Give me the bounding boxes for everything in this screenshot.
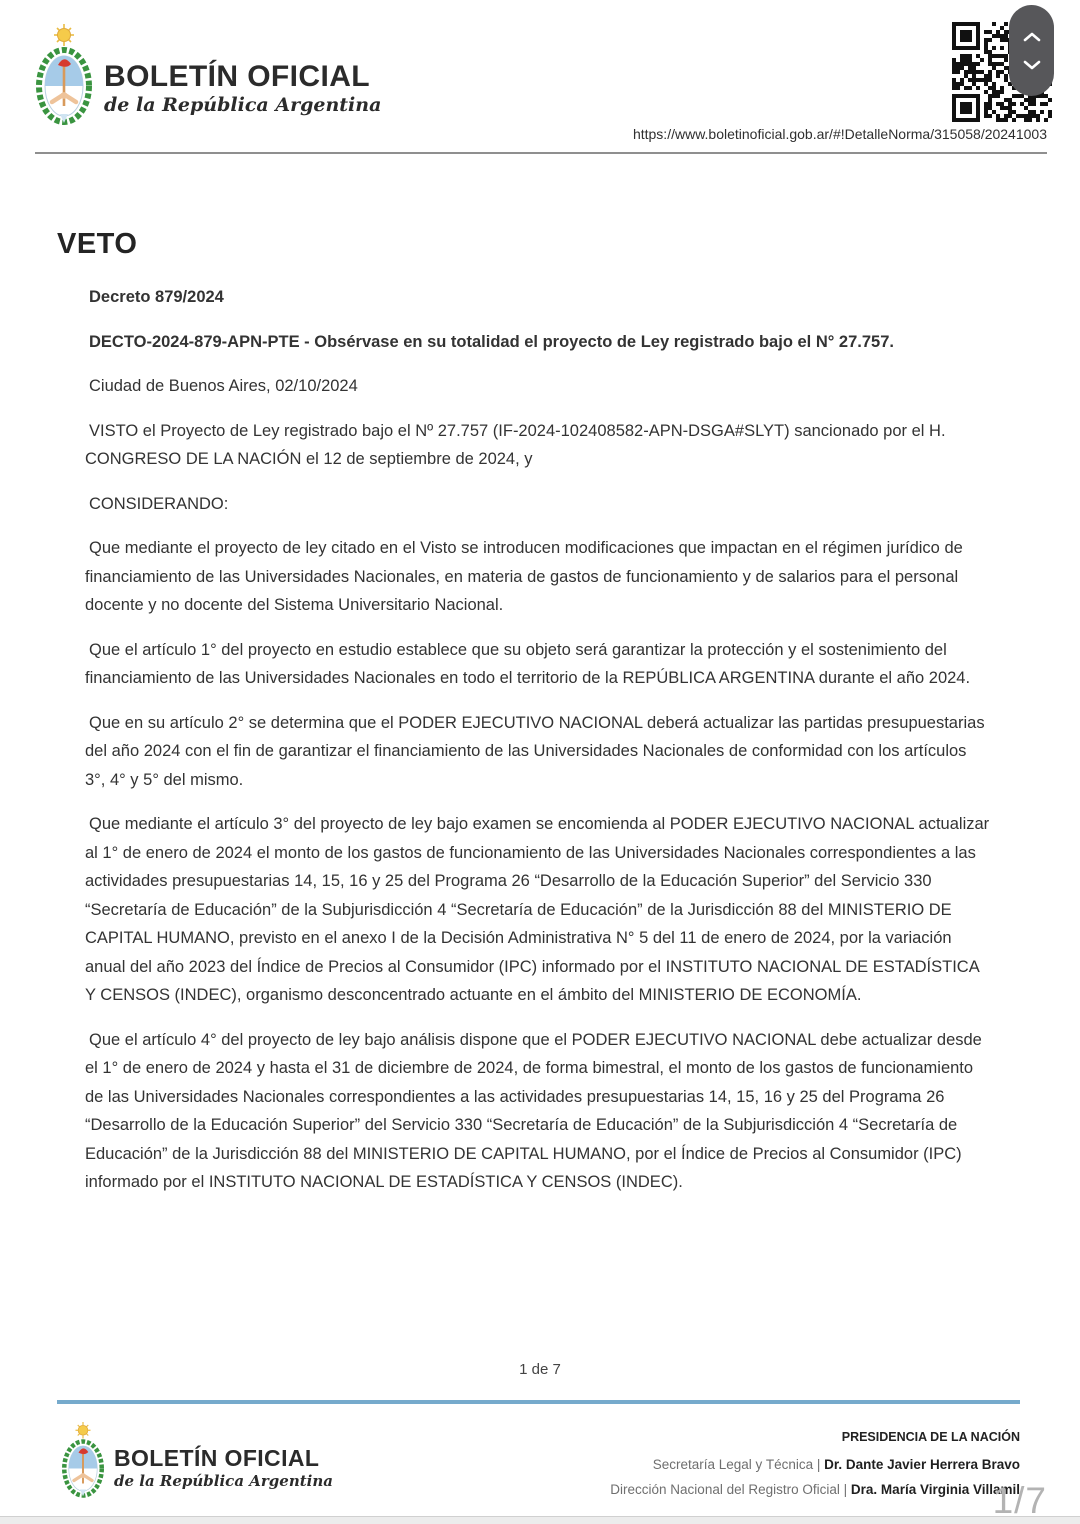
section-title: VETO [57,228,138,260]
document-url: https://www.boletinoficial.gob.ar/#!DetalleNorma/315058/20241003 [632,126,1047,142]
coat-of-arms-logo-footer [59,1420,107,1502]
page-number-text: 1 de 7 [519,1361,561,1378]
chevron-down-icon[interactable] [1022,59,1042,71]
considerando-label: CONSIDERANDO: [89,494,229,513]
footer-brand-subtitle: de la República Argentina [114,1472,333,1491]
page-nav-pill [1009,5,1054,96]
presidency-label: PRESIDENCIA DE LA NACIÓN [841,1430,1020,1444]
body-paragraph: Que en su artículo 2° se determina que el PODER EJECUTIVO NACIONAL deberá actualizar las partidas presupuestarias del año 2024 con el fin de garantizar el financiamiento de las Universidades Nacionales de conformidad con los artículos 3°, 4° y 5° del mismo. [85,713,985,789]
footer-brand-title: BOLETÍN OFICIAL [114,1445,320,1471]
viewport-bottom-edge [0,1516,1080,1524]
body-paragraph: Que el artículo 1° del proyecto en estudio establece que su objeto será garantizar la protección y el sostenimiento del financiamiento de las Universidades Nacionales en todo el territorio de la REPÚBLICA ARGENTINA durante el año 2024. [85,640,971,687]
header-divider [35,152,1047,154]
document-body [57,228,991,1213]
coat-of-arms-logo [32,22,96,130]
official-role: Secretaría Legal y Técnica [652,1457,814,1472]
footer-divider [57,1400,1020,1404]
visto-paragraph: VISTO el Proyecto de Ley registrado bajo el Nº 27.757 (IF-2024-102408582-APN-DSGA#SLYT) sancionado por el H. CONGRESO DE LA NACIÓN el 12 de septiembre de 2024, y [85,421,946,468]
official-row [653,1457,1020,1472]
brand-subtitle: de la República Argentina [104,94,382,116]
viewer-page-indicator: 1/7 [992,1480,1047,1521]
place-date: Ciudad de Buenos Aires, 02/10/2024 [89,377,358,395]
official-separator: | [816,1457,821,1472]
brand [104,60,381,116]
official-name: Dra. María Virginia Villamil [850,1482,1020,1497]
body-paragraph: Que mediante el artículo 3° del proyecto de ley bajo examen se encomienda al PODER EJECUTIVO NACIONAL actualizar al 1° de enero de 2024 el monto de los gastos de funcionamiento de las Universidades Nacionales correspondientes a las actividades presupuestarias 14, 15, 16 y 25 del Programa 26 “Desarrollo de la Educación Superior” del Servicio 330 “Secretaría de Educación” de la Subjurisdicción 4 “Secretaría de Educación” de la Jurisdicción 88 del MINISTERIO DE CAPITAL HUMANO, previsto en el anexo I de la Decisión Administrativa N° 5 del 11 de enero de 2024, por la variación anual del año 2023 del Índice de Precios al Consumidor (IPC) informado por el INSTITUTO NACIONAL DE ESTADÍSTICA Y CENSOS (INDEC), organismo desconcentrado actuante en el ámbito del MINISTERIO DE ECONOMÍA. [85,815,990,1004]
chevron-up-icon[interactable] [1022,31,1042,43]
body-paragraph: Que el artículo 4° del proyecto de ley bajo análisis dispone que el PODER EJECUTIVO NACIONAL debe actualizar desde el 1° de enero de 2024 y hasta el 31 de diciembre de 2024, de forma bimestral, el monto de los gastos de funcionamiento de las Universidades Nacionales correspondientes a las actividades presupuestarias 14, 15, 16 y 25 del Programa 26 “Desarrollo de la Educación Superior” del Servicio 330 “Secretaría de Educación” de la Subjurisdicción 4 “Secretaría de Educación” de la Jurisdicción 88 del MINISTERIO DE CAPITAL HUMANO, por el Índice de Precios al Consumidor (IPC) informado por el INSTITUTO NACIONAL DE ESTADÍSTICA Y CENSOS (INDEC). [85,1030,982,1191]
brand-title: BOLETÍN OFICIAL [104,60,370,93]
body-paragraph: Que mediante el proyecto de ley citado en el Visto se introducen modificaciones que impactan en el régimen jurídico de financiamiento de las Universidades Nacionales, en materia de gastos de funcionamiento y de salarios para el personal docente y no docente del Sistema Universitario Nacional. [85,539,963,614]
decree-number: Decreto 879/2024 [89,288,224,306]
decree-summary: DECTO-2024-879-APN-PTE - Obsérvase en su totalidad el proyecto de Ley registrado bajo el N° 27.757. [89,332,894,351]
official-separator: | [843,1482,848,1497]
official-row [610,1482,1020,1497]
official-role: Dirección Nacional del Registro Oficial [610,1482,840,1497]
official-name: Dr. Dante Javier Herrera Bravo [824,1457,1020,1472]
footer-brand [114,1446,333,1490]
